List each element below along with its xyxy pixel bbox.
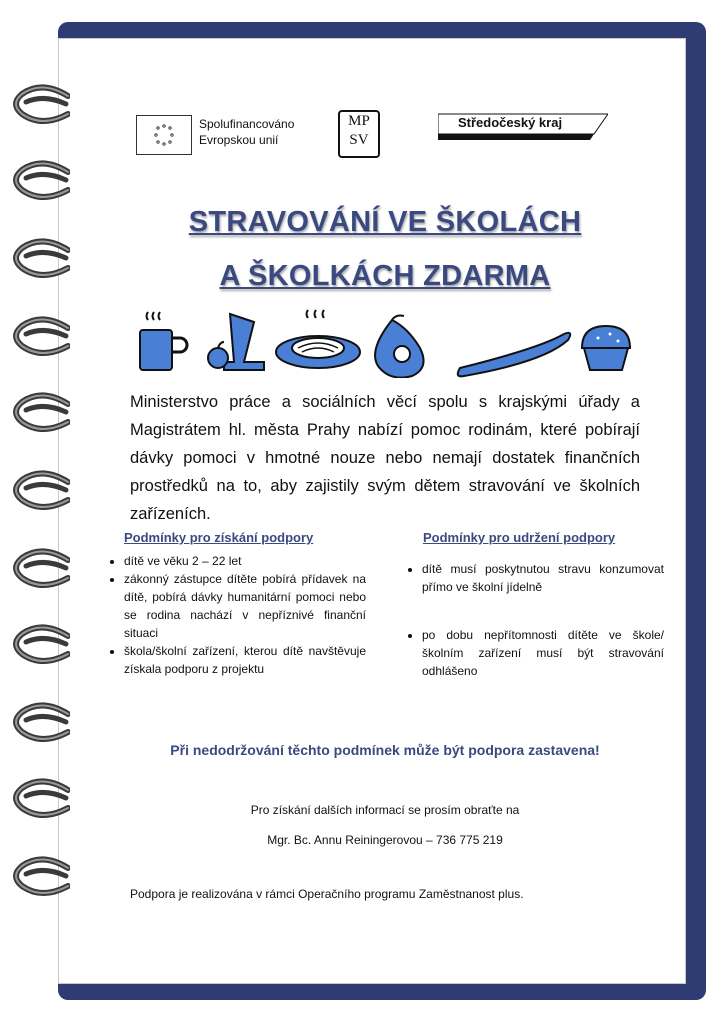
list-item: • dítě musí poskytnutou stravu konzumovat přímo ve školní jídelně — [422, 560, 664, 596]
contact-line1: Pro získání dalších informací se prosím obraťte na — [250, 803, 520, 817]
eu-flag-logo — [136, 115, 192, 155]
muffin-icon — [582, 326, 630, 370]
spiral-ring — [12, 316, 70, 366]
footer-text: Podpora je realizována v rámci Operačního programu Zaměstnanost plus. — [130, 887, 524, 901]
spiral-ring — [12, 624, 70, 674]
right-column-heading: Podmínky pro udržení podpory — [423, 530, 616, 545]
left-conditions-list — [100, 552, 366, 678]
spiral-ring — [12, 548, 70, 598]
spiral-ring — [12, 392, 70, 442]
eu-text-line1: Spolufinancováno — [199, 117, 295, 131]
spiral-ring — [12, 856, 70, 906]
list-item: • škola/školní zařízení, kterou dítě navštěvuje získala podporu z projektu — [124, 642, 366, 678]
mixer-apple-icon — [208, 314, 264, 370]
right-conditions-list — [398, 560, 664, 680]
avocado-icon — [375, 316, 424, 378]
left-column-heading: Podmínky pro získání podpory — [124, 530, 314, 545]
title-line1: STRAVOVÁNÍ VE ŠKOLÁCH — [188, 206, 582, 238]
spiral-ring — [12, 238, 70, 288]
list-item: • po dobu nepřítomnosti dítěte ve škole/školním zařízení musí být stravování odhlášeno — [422, 626, 664, 680]
mpsv-logo-line1: MP — [348, 113, 370, 129]
mpsv-logo — [338, 110, 380, 158]
list-item: • dítě ve věku 2 – 22 let — [124, 552, 366, 570]
spiral-ring — [12, 702, 70, 752]
spiral-ring — [12, 160, 70, 210]
kraj-logo-text: Středočeský kraj — [458, 115, 563, 130]
warning-text: Při nedodržování těchto podmínek může být podpora zastavena! — [170, 742, 600, 758]
hot-drink-icon — [140, 312, 187, 370]
list-item: • zákonný zástupce dítěte pobírá přídavek na dítě, pobírá dávky humanitární pomoci nebo se rodina nachází v nepříznivé finanční situaci — [124, 570, 366, 642]
eu-logo-text — [199, 116, 294, 148]
title-line2: A ŠKOLKÁCH ZDARMA — [219, 260, 551, 292]
spiral-ring — [12, 778, 70, 828]
pasta-plate-icon — [276, 310, 360, 368]
spiral-ring — [12, 84, 70, 134]
contact-line2: Mgr. Bc. Annu Reiningerovou – 736 775 219 — [267, 833, 503, 847]
food-icons-row — [130, 308, 640, 378]
spiral-ring — [12, 470, 70, 520]
intro-paragraph: Ministerstvo práce a sociálních věcí spolu s krajskými úřady a Magistrátem hl. města Prahy nabízí pomoc rodinám, které pobírají dávky pomoci v hmotné nouze nebo nemají dostatek finančních prostředků na to, aby zajistily svým dětem stravování ve školních zařízeních. — [130, 393, 640, 523]
baguette-icon — [458, 333, 571, 376]
eu-text-line2: Evropskou unií — [199, 133, 279, 147]
mpsv-logo-line2: SV — [349, 132, 369, 148]
